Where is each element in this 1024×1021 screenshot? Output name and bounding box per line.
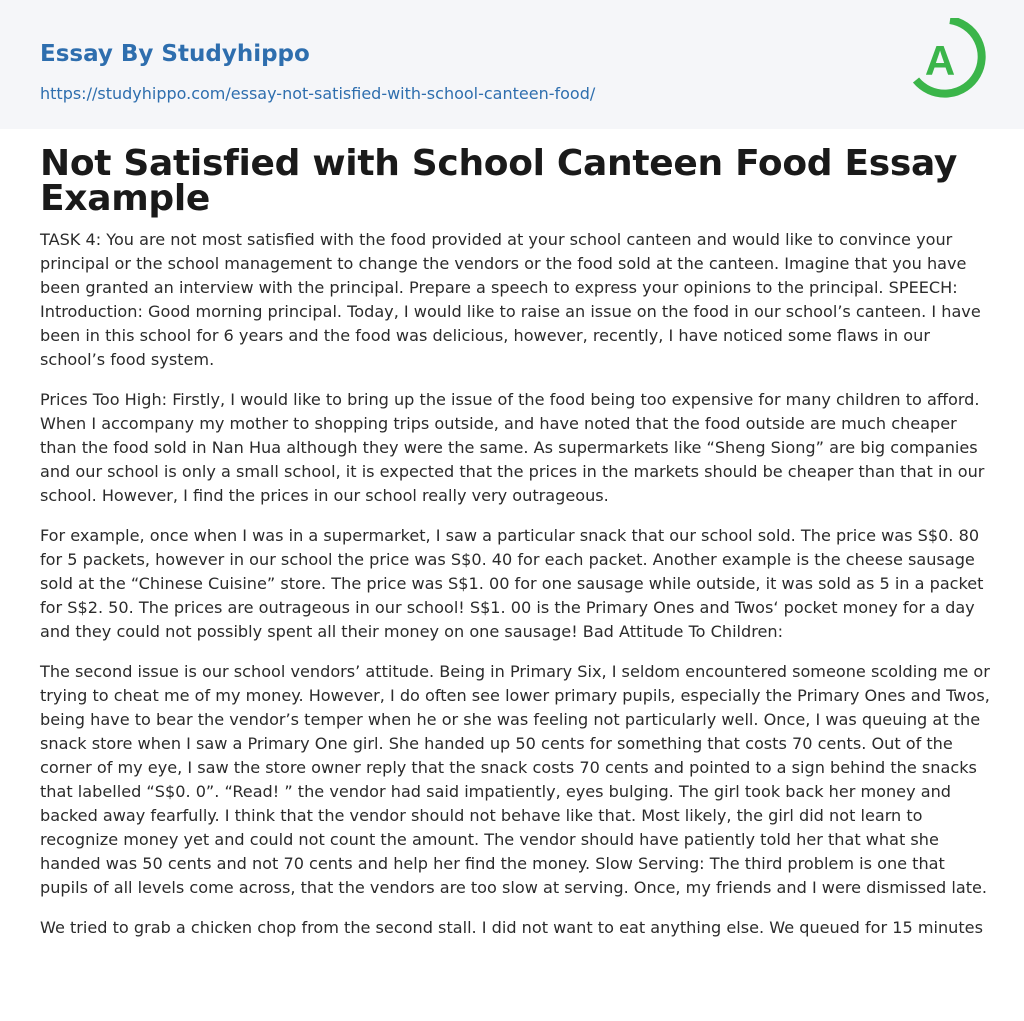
site-brand[interactable]: Essay By Studyhippo bbox=[40, 41, 310, 67]
site-header bbox=[0, 0, 1024, 129]
logo-letter: A bbox=[924, 37, 956, 84]
studyhippo-logo-icon[interactable] bbox=[913, 18, 987, 106]
article-paragraph: The second issue is our school vendors’ attitude. Being in Primary Six, I seldom encountered someone scolding me or trying to cheat me of my money. However, I do often see lower primary pupils, especially the Primary Ones and Twos, being have to bear the vendor’s temper when he or she was feeling not particularly well. Once, I was queuing at the snack store when I saw a Primary One girl. She handed up 50 cents for something that costs 70 cents. Out of the corner of my eye, I saw the store owner reply that the snack costs 70 cents and pointed to a sign behind the snacks that labelled “S$0. 0”. “Read! ” the vendor had said impatiently, eyes bulging. The girl took back her money and backed away fearfully. I think that the vendor should not behave like that. Most likely, the girl did not learn to recognize money yet and could not count the amount. The vendor should have patiently told her that what she handed was 50 cents and not 70 cents and help her find the money. Slow Serving: The third problem is one that pupils of all levels come across, that the vendors are too slow at serving. Once, my friends and I were dismissed late. bbox=[40, 662, 990, 897]
article-paragraph: For example, once when I was in a supermarket, I saw a particular snack that our school sold. The price was S$0. 80 for 5 packets, however in our school the price was S$0. 40 for each packet. Another example is the cheese sausage sold at the “Chinese Cuisine” store. The price was S$1. 00 for one sausage while outside, it was sold as 5 in a packet for S$2. 50. The prices are outrageous in our school! S$1. 00 is the Primary Ones and Twos‘ pocket money for a day and they could not possibly spent all their money on one sausage! Bad Attitude To Children: bbox=[40, 526, 984, 641]
article-paragraph: Prices Too High: Firstly, I would like to bring up the issue of the food being too expensive for many children to afford. When I accompany my mother to shopping trips outside, and have noted that the food outside are much cheaper than the food sold in Nan Hua although they were the same. As supermarkets like “Sheng Siong” are big companies and our school is only a small school, it is expected that the prices in the markets should be cheaper than that in our school. However, I find the prices in our school really very outrageous. bbox=[40, 390, 985, 505]
article-paragraph: We tried to grab a chicken chop from the second stall. I did not want to eat anything else. We queued for 15 minutes bbox=[40, 918, 983, 937]
article-title: Not Satisfied with School Canteen Food Essay Example bbox=[40, 143, 958, 219]
article-paragraph: TASK 4: You are not most satisfied with the food provided at your school canteen and would like to convince your principal or the school management to change the vendors or the food sold at the canteen. Imagine that you have been granted an interview with the principal. Prepare a speech to express your opinions to the principal. SPEECH: Introduction: Good morning principal. Today, I would like to raise an issue on the food in our school’s canteen. I have been in this school for 6 years and the food was delicious, however, recently, I have noticed some flaws in our school’s food system. bbox=[40, 230, 981, 369]
essay-url-link[interactable]: https://studyhippo.com/essay-not-satisfied-with-school-canteen-food/ bbox=[40, 84, 596, 103]
article bbox=[40, 143, 990, 956]
